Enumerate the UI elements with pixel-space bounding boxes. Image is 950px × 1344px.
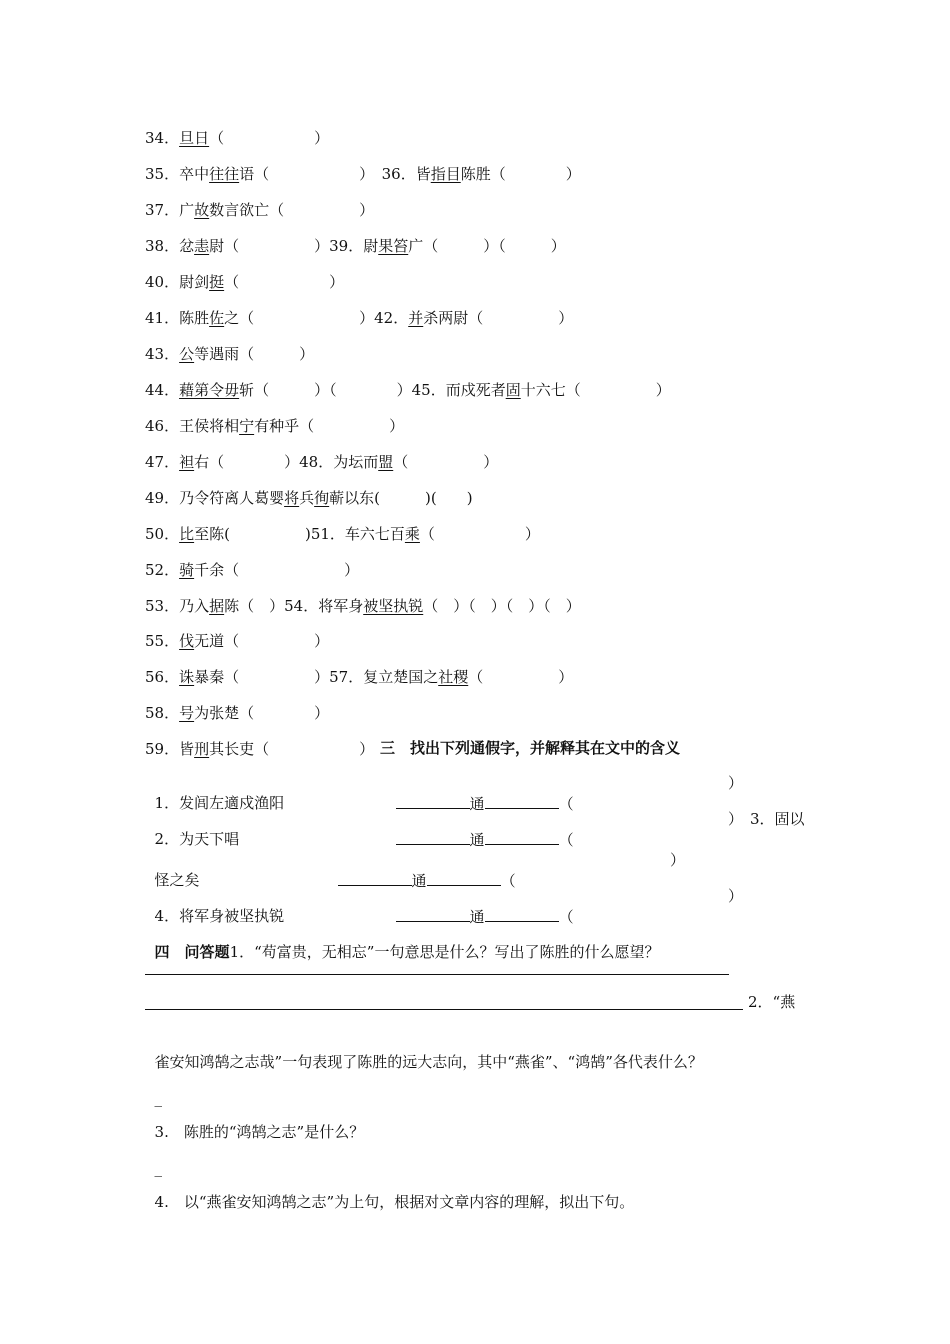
underlined-term: 乘 [404, 525, 420, 543]
tongjia-blank-3: 通 （ [328, 850, 516, 891]
item-text: 陈胜（ ） [460, 165, 581, 183]
tongjia-item-4: 4．将军身被坚执锐 [154, 907, 285, 925]
item-number: 56． [145, 668, 180, 686]
item-text: 兵 [299, 489, 315, 507]
underlined-term: 恚 [194, 237, 210, 255]
underlined-term: 故 [194, 201, 210, 219]
section-four-line [145, 922, 659, 962]
answer-line-1 [145, 974, 729, 975]
item-text: 王侯将相 [179, 417, 240, 435]
vocab-item [145, 488, 473, 508]
vocab-item [145, 128, 329, 148]
vocab-item [145, 631, 329, 651]
question-1: 1．“苟富贵，无相忘”一句意思是什么？写出了陈胜的什么愿望？ [229, 943, 660, 961]
item-text: 卒中 [179, 165, 210, 183]
item-number: 35． [145, 165, 180, 183]
vocab-item [145, 667, 573, 687]
underlined-term: 并 [408, 309, 424, 327]
question-2-head: 2．“燕 [748, 993, 796, 1011]
item-text: 之（ ）42． [224, 309, 409, 327]
item-text: 右（ ）48．为坛而 [194, 453, 379, 471]
item-number: 38． [145, 237, 180, 255]
vocab-item [145, 380, 671, 400]
item-text: 乃令符离人葛婴 [179, 489, 285, 507]
tongjia-close-2: ） [728, 810, 744, 828]
underlined-term: 骑 [179, 561, 195, 579]
item-text: 千余（ ） [194, 561, 360, 579]
underlined-term: 佐 [209, 309, 225, 327]
item-number: 44． [145, 381, 180, 399]
vocab-item [145, 236, 566, 256]
item-number: 55． [145, 632, 180, 650]
item-text: （ ）（ ）（ ）（ ） [423, 597, 581, 615]
item-number: 34． [145, 129, 180, 147]
item-text: 斩（ ）（ ）45．而戍死者 [239, 381, 506, 399]
vocab-item [145, 560, 359, 580]
tongjia-item-3-cont: 怪之矣 [154, 871, 200, 889]
item-number: 41． [145, 309, 180, 327]
underlined-term: 号 [179, 704, 195, 722]
vocab-item [145, 200, 374, 220]
vocab-item [145, 344, 314, 364]
question-2: 雀安知鸿鹄之志哉”一句表现了陈胜的远大志向，其中“燕雀”、“鸿鹄”各代表什么？ [154, 1053, 703, 1071]
item-text: 乃入 [179, 597, 210, 615]
vocab-item [145, 308, 573, 328]
vocab-item [145, 524, 540, 544]
item-text: 尉剑 [179, 273, 210, 291]
underlined-term: 将 [284, 489, 300, 507]
item-text: （ ） [419, 525, 540, 543]
item-text: 语（ ） 36．皆 [239, 165, 431, 183]
item-number: 40． [145, 273, 180, 291]
item-number: 50． [145, 525, 180, 543]
section-four-title: 四 问答题 [154, 943, 230, 961]
item-text: 暴秦（ ）57．复立楚国之 [194, 668, 439, 686]
underlined-term: 诛 [179, 668, 195, 686]
tongjia-item-2: 2．为天下唱 [154, 830, 240, 848]
item-text: 无道（ ） [194, 632, 330, 650]
item-text: 至陈( )51．车六七百 [194, 525, 405, 543]
underlined-term: 指目 [430, 165, 461, 183]
item-number: 47． [145, 453, 180, 471]
item-number: 43． [145, 345, 180, 363]
vocab-item [145, 452, 498, 472]
vocab-item [145, 164, 581, 184]
underlined-term: 盟 [378, 453, 394, 471]
item-text: 其长吏（ ） [209, 740, 375, 758]
item-number: 49． [145, 489, 180, 507]
vocab-item [145, 416, 404, 436]
item-text: （ ） [224, 273, 345, 291]
item-number: 46． [145, 417, 180, 435]
underlined-term: 旦日 [179, 129, 210, 147]
answer-dash-3: _ [154, 1159, 163, 1177]
item-number: 59． [145, 740, 180, 758]
underlined-term: 伐 [179, 632, 195, 650]
item-number: 58． [145, 704, 180, 722]
item-text: （ ） [393, 453, 499, 471]
tongjia-item-1: 1．发闾左適戍渔阳 [154, 794, 285, 812]
underlined-term: 比 [179, 525, 195, 543]
tongjia-item-3-head: 3．固以 [750, 810, 805, 828]
item-text: 皆 [179, 740, 195, 758]
item-number: 37． [145, 201, 180, 219]
underlined-term: 据 [209, 597, 225, 615]
item-text: 等遇雨（ ） [194, 345, 315, 363]
underlined-term: 藉第令毋 [179, 381, 240, 399]
item-text: 广（ ）（ ） [408, 237, 566, 255]
item-text: 忿 [179, 237, 195, 255]
section-three-title: 三 找出下列通假字，并解释其在文中的含义 [380, 739, 681, 757]
item-text: 为张楚（ ） [194, 704, 330, 722]
item-text: 杀两尉（ ） [423, 309, 574, 327]
item-text: （ ） [209, 129, 330, 147]
item-number: 53． [145, 597, 180, 615]
underlined-term: 固 [505, 381, 521, 399]
underlined-term: 往往 [209, 165, 240, 183]
item-text: 蕲以东( )( ) [329, 489, 473, 507]
underlined-term: 挺 [209, 273, 225, 291]
underlined-term: 徇 [314, 489, 330, 507]
item-text: 陈胜 [179, 309, 210, 327]
tongjia-blank-2: 通 （ [386, 809, 574, 850]
vocab-item [145, 703, 329, 723]
tongjia-close-3: ） [670, 851, 686, 869]
item-text: 广 [179, 201, 195, 219]
underlined-term: 刑 [194, 740, 210, 758]
underlined-term: 果笞 [378, 237, 409, 255]
tongjia-blank-4: 通 （ [386, 886, 574, 927]
item-text: 十六七（ ） [520, 381, 671, 399]
underlined-term: 袒 [179, 453, 195, 471]
underlined-term: 被坚执锐 [363, 597, 424, 615]
vocab-item [145, 596, 581, 616]
item-text: 尉（ ）39．尉 [209, 237, 379, 255]
item-text: 有种乎（ ） [254, 417, 405, 435]
tongjia-close-4: ） [728, 887, 744, 905]
answer-dash-2: _ [154, 1089, 163, 1107]
vocab-item [145, 739, 374, 759]
item-text: 陈（ ）54．将军身 [224, 597, 364, 615]
underlined-term: 公 [179, 345, 195, 363]
question-4: 4. 以“燕雀安知鸿鹄之志”为上句，根据对文章内容的理解，拟出下句。 [154, 1193, 635, 1211]
tongjia-close-1: ） [728, 774, 744, 792]
vocab-item [145, 272, 344, 292]
underlined-term: 社稷 [438, 668, 469, 686]
item-text: 数言欲亡（ ） [209, 201, 375, 219]
answer-line-2 [145, 1009, 743, 1010]
item-text: （ ） [468, 668, 574, 686]
underlined-term: 宁 [239, 417, 255, 435]
question-3: 3. 陈胜的“鸿鹄之志”是什么？ [154, 1123, 365, 1141]
item-number: 52． [145, 561, 180, 579]
tongjia-blank-1: 通 （ [386, 773, 574, 814]
